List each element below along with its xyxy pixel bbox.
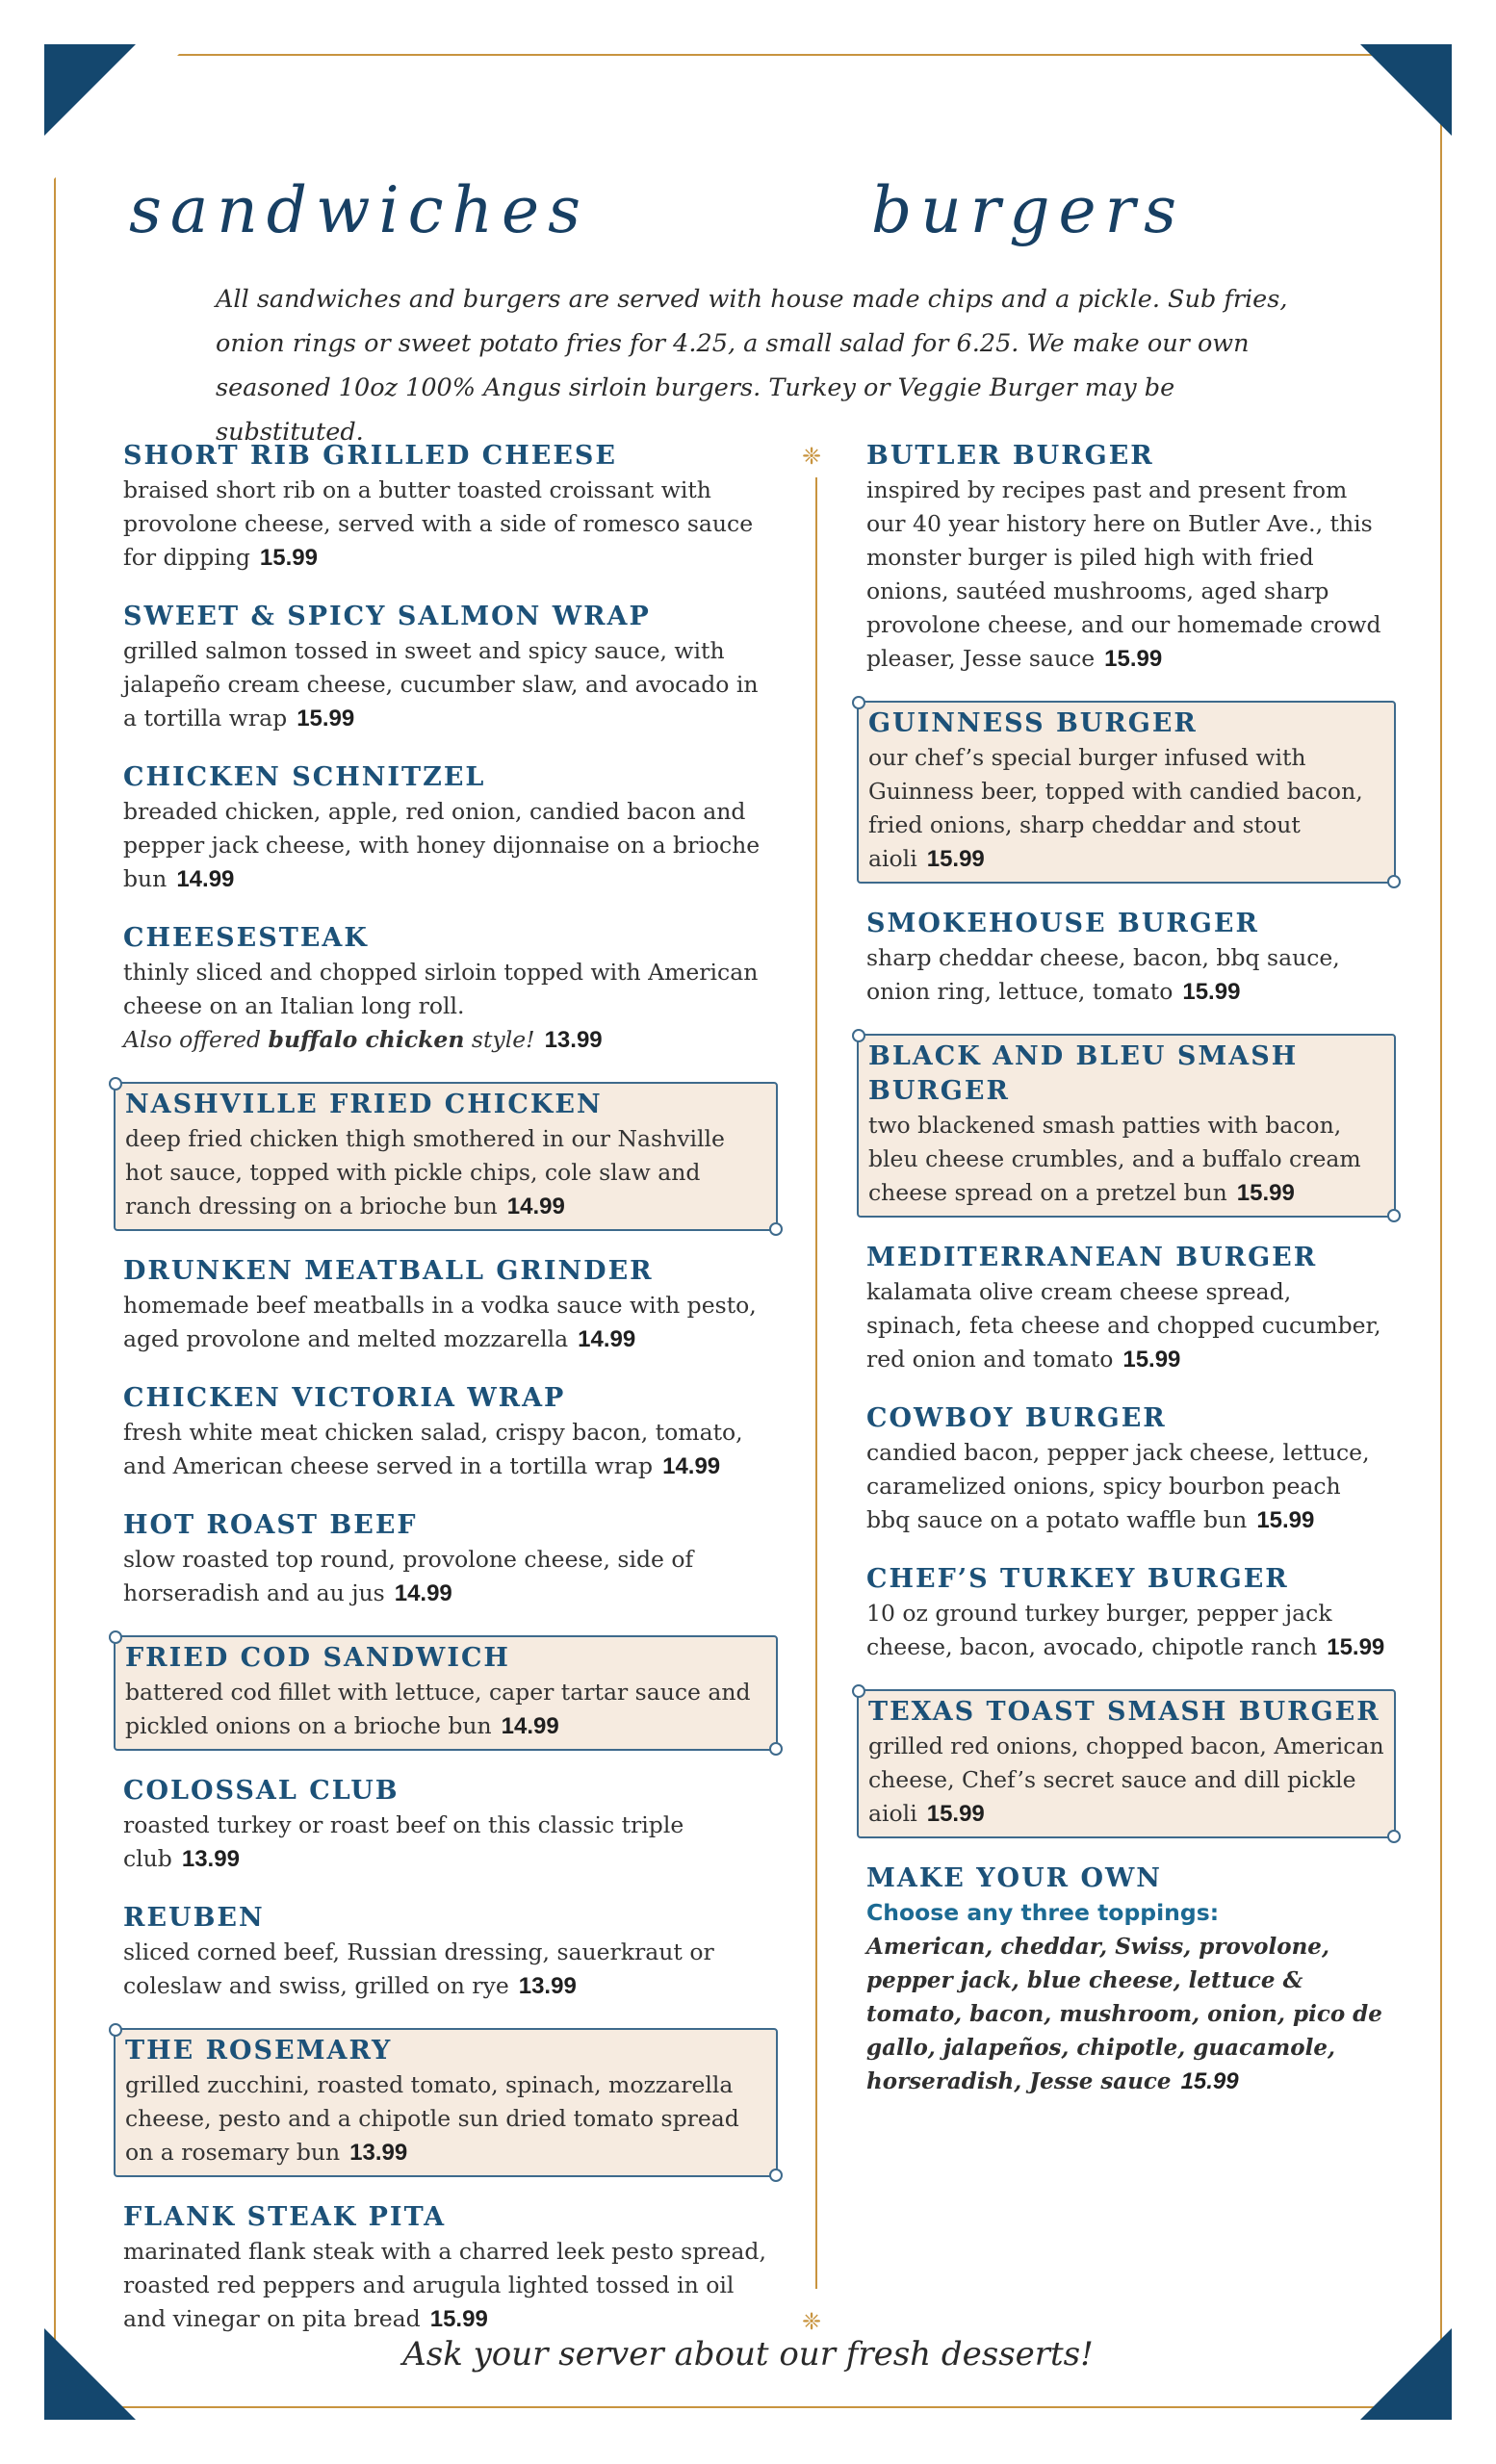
item-name: SHORT RIB GRILLED CHEESE bbox=[123, 441, 617, 471]
item-name: REUBEN bbox=[123, 1903, 265, 1933]
item-description bbox=[123, 1416, 768, 1483]
item-description bbox=[123, 1289, 768, 1356]
item-description-text: battered cod fillet with lettuce, caper tartar sauce and pickled onions on a brioche bun bbox=[125, 1679, 751, 1739]
ornament-icon: ❈ bbox=[802, 443, 822, 470]
item-name: MEDITERRANEAN BURGER bbox=[866, 1243, 1318, 1272]
item-description bbox=[866, 941, 1386, 1009]
sandwiches-column bbox=[114, 439, 778, 2361]
item-description bbox=[123, 634, 768, 735]
toppings-list bbox=[866, 1930, 1386, 2098]
menu-item bbox=[857, 907, 1396, 1009]
toppings-text: American, cheddar, Swiss, provolone, pepper jack, blue cheese, lettuce & tomato, bacon, mushroom, onion, pico de gallo, jalapeños, chipotle, guacamole, horseradish, Jesse sauce bbox=[866, 1934, 1382, 2094]
column-divider bbox=[802, 443, 822, 2335]
item-price: 15.99 bbox=[1327, 1634, 1385, 1660]
item-description bbox=[866, 1436, 1386, 1537]
item-description bbox=[123, 1543, 768, 1610]
item-price: 15.99 bbox=[297, 706, 355, 732]
item-note: Also offered bbox=[123, 1026, 269, 1053]
item-name: NASHVILLE FRIED CHICKEN bbox=[125, 1090, 603, 1119]
intro-text: All sandwiches and burgers are served with house made chips and a pickle. Sub fries, onion rings or sweet potato fries for 4.25, a small salad for 6.25. We make our own seasoned 10oz 100% Angus sirloin burgers. Turkey or Veggie Burger may be substituted. bbox=[216, 285, 1288, 447]
menu-item bbox=[114, 439, 778, 575]
item-description-text: breaded chicken, apple, red onion, candied bacon and pepper jack cheese, with honey dijonnaise on a brioche bun bbox=[123, 798, 761, 892]
item-name: TEXAS TOAST SMASH BURGER bbox=[868, 1697, 1380, 1727]
item-description-text: our chef’s special burger infused with Guinness beer, topped with candied bacon, fried onions, sharp cheddar and stout aioli bbox=[868, 744, 1363, 872]
item-description-text: inspired by recipes past and present from our 40 year history here on Butler Ave., this monster burger is piled high with fried onions, sautéed mushrooms, aged sharp provolone cheese, and our homemade crowd pleaser, Jesse sauce bbox=[866, 476, 1381, 672]
corner-ribbon-top-left bbox=[44, 44, 189, 189]
toppings-subhead: Choose any three toppings: bbox=[866, 1899, 1220, 1926]
item-price: 13.99 bbox=[181, 1846, 240, 1872]
burgers-column bbox=[857, 439, 1396, 2123]
item-price: 13.99 bbox=[349, 2140, 408, 2166]
item-price: 15.99 bbox=[1236, 1180, 1295, 1206]
item-name: THE ROSEMARY bbox=[125, 2036, 393, 2066]
menu-item bbox=[857, 439, 1396, 676]
item-name: HOT ROAST BEEF bbox=[123, 1510, 418, 1540]
item-description bbox=[868, 1730, 1384, 1831]
item-name: FLANK STEAK PITA bbox=[123, 2202, 447, 2232]
menu-item bbox=[857, 1562, 1396, 1664]
item-description bbox=[125, 2068, 766, 2169]
item-name: FRIED COD SANDWICH bbox=[125, 1643, 510, 1673]
menu-item bbox=[857, 701, 1396, 884]
footer-note: Ask your server about our fresh desserts! bbox=[402, 2335, 1094, 2374]
item-description bbox=[123, 956, 768, 1057]
item-name: CHICKEN SCHNITZEL bbox=[123, 762, 486, 792]
menu-item bbox=[857, 1689, 1396, 1838]
ornament-icon: ❈ bbox=[802, 2308, 822, 2335]
item-name: SMOKEHOUSE BURGER bbox=[866, 909, 1259, 938]
menu-item bbox=[114, 921, 778, 1057]
item-name: COLOSSAL CLUB bbox=[123, 1776, 400, 1806]
item-description-text: sliced corned beef, Russian dressing, sauerkraut or coleslaw and swiss, grilled on rye bbox=[123, 1938, 714, 1999]
item-price: 15.99 bbox=[1182, 979, 1241, 1005]
item-description-text: candied bacon, pepper jack cheese, lettuce, caramelized onions, spicy bourbon peach bbq sauce on a potato waffle bun bbox=[866, 1439, 1370, 1533]
item-name: DRUNKEN MEATBALL GRINDER bbox=[123, 1256, 654, 1286]
item-description bbox=[123, 795, 768, 896]
item-description-text: thinly sliced and chopped sirloin topped with American cheese on an Italian long roll. bbox=[123, 959, 759, 1019]
item-description-text: kalamata olive cream cheese spread, spinach, feta cheese and chopped cucumber, red onion and tomato bbox=[866, 1278, 1381, 1373]
item-description-text: 10 oz ground turkey burger, pepper jack cheese, bacon, avocado, chipotle ranch bbox=[866, 1600, 1332, 1660]
item-name: BLACK AND BLEU SMASH BURGER bbox=[868, 1041, 1299, 1106]
item-description-text: fresh white meat chicken salad, crispy bacon, tomato, and American cheese served in a tortilla wrap bbox=[123, 1419, 743, 1479]
item-price: 15.99 bbox=[1256, 1507, 1315, 1533]
item-description bbox=[123, 2235, 768, 2336]
item-name: CHICKEN VICTORIA WRAP bbox=[123, 1383, 566, 1413]
item-price: 14.99 bbox=[501, 1713, 559, 1739]
item-price: 15.99 bbox=[926, 846, 985, 872]
item-description bbox=[866, 1597, 1386, 1664]
item-description bbox=[868, 1109, 1384, 1210]
item-price: 14.99 bbox=[176, 866, 235, 892]
menu-item bbox=[114, 1082, 778, 1231]
menu-item bbox=[114, 1508, 778, 1610]
item-description bbox=[125, 1122, 766, 1223]
item-name: BUTLER BURGER bbox=[866, 441, 1154, 471]
menu-item bbox=[114, 1901, 778, 2003]
item-name: SWEET & SPICY SALMON WRAP bbox=[123, 602, 651, 631]
item-description-text: slow roasted top round, provolone cheese, side of horseradish and au jus bbox=[123, 1546, 694, 1606]
menu-item bbox=[114, 1774, 778, 1876]
menu-item-make-your-own bbox=[857, 1861, 1396, 2098]
item-description bbox=[866, 1275, 1386, 1376]
item-description bbox=[868, 741, 1384, 876]
item-description-text: grilled zucchini, roasted tomato, spinach, mozzarella cheese, pesto and a chipotle sun dried tomato spread on a rosemary bun bbox=[125, 2071, 739, 2166]
item-name: GUINNESS BURGER bbox=[868, 708, 1198, 738]
item-name: COWBOY BURGER bbox=[866, 1403, 1167, 1433]
item-price: 14.99 bbox=[578, 1326, 636, 1352]
burgers-heading: burgers bbox=[871, 173, 1186, 247]
sandwiches-heading: sandwiches bbox=[129, 173, 589, 247]
item-description bbox=[125, 1676, 766, 1743]
item-description-text: marinated flank steak with a charred leek pesto spread, roasted red peppers and arugula lighted tossed in oil and vinegar on pita bread bbox=[123, 2238, 766, 2332]
menu-item bbox=[857, 1034, 1396, 1218]
item-name: CHEF’S TURKEY BURGER bbox=[866, 1564, 1289, 1594]
item-name: MAKE YOUR OWN bbox=[866, 1863, 1162, 1893]
item-description-text: homemade beef meatballs in a vodka sauce with pesto, aged provolone and melted mozzarella bbox=[123, 1292, 757, 1352]
item-price: 14.99 bbox=[662, 1453, 721, 1479]
item-description bbox=[866, 474, 1386, 676]
item-price: 13.99 bbox=[518, 1973, 577, 1999]
item-price: 15.99 bbox=[259, 545, 318, 571]
menu-item bbox=[114, 600, 778, 735]
item-description bbox=[123, 1809, 768, 1876]
item-price: 14.99 bbox=[506, 1194, 565, 1219]
item-description-text: grilled red onions, chopped bacon, American cheese, Chef’s secret sauce and dill pickle aioli bbox=[868, 1732, 1384, 1827]
item-price: 15.99 bbox=[1180, 2068, 1239, 2094]
item-description-text: grilled salmon tossed in sweet and spicy sauce, with jalapeño cream cheese, cucumber slaw, and avocado in a tortilla wrap bbox=[123, 637, 759, 732]
menu-item bbox=[857, 1241, 1396, 1376]
item-price: 15.99 bbox=[429, 2306, 488, 2332]
menu-item bbox=[857, 1401, 1396, 1537]
menu-item bbox=[114, 1254, 778, 1356]
item-note: style! bbox=[464, 1026, 535, 1053]
menu-item bbox=[114, 2200, 778, 2336]
item-description-text: braised short rib on a butter toasted croissant with provolone cheese, served with a side of romesco sauce for dipping bbox=[123, 476, 754, 571]
item-name: CHEESESTEAK bbox=[123, 923, 369, 953]
corner-ribbon-top-right bbox=[1307, 44, 1452, 189]
item-price: 15.99 bbox=[1122, 1347, 1181, 1373]
menu-item bbox=[114, 2028, 778, 2177]
item-price: 13.99 bbox=[544, 1027, 603, 1053]
item-description-text: two blackened smash patties with bacon, bleu cheese crumbles, and a buffalo cream cheese spread on a pretzel bun bbox=[868, 1112, 1361, 1206]
item-description bbox=[123, 474, 768, 575]
menu-item bbox=[114, 1381, 778, 1483]
menu-item bbox=[114, 1635, 778, 1751]
item-description bbox=[123, 1936, 768, 2003]
item-description-text: deep fried chicken thigh smothered in our Nashville hot sauce, topped with pickle chips, cole slaw and ranch dressing on a brioche bun bbox=[125, 1125, 725, 1219]
item-description-text: roasted turkey or roast beef on this classic triple club bbox=[123, 1811, 684, 1872]
item-price: 14.99 bbox=[394, 1580, 452, 1606]
item-note-emphasis: buffalo chicken bbox=[268, 1026, 465, 1053]
item-price: 15.99 bbox=[926, 1801, 985, 1827]
item-description-text: sharp cheddar cheese, bacon, bbq sauce, onion ring, lettuce, tomato bbox=[866, 944, 1340, 1005]
menu-item bbox=[114, 760, 778, 896]
item-price: 15.99 bbox=[1104, 646, 1163, 672]
